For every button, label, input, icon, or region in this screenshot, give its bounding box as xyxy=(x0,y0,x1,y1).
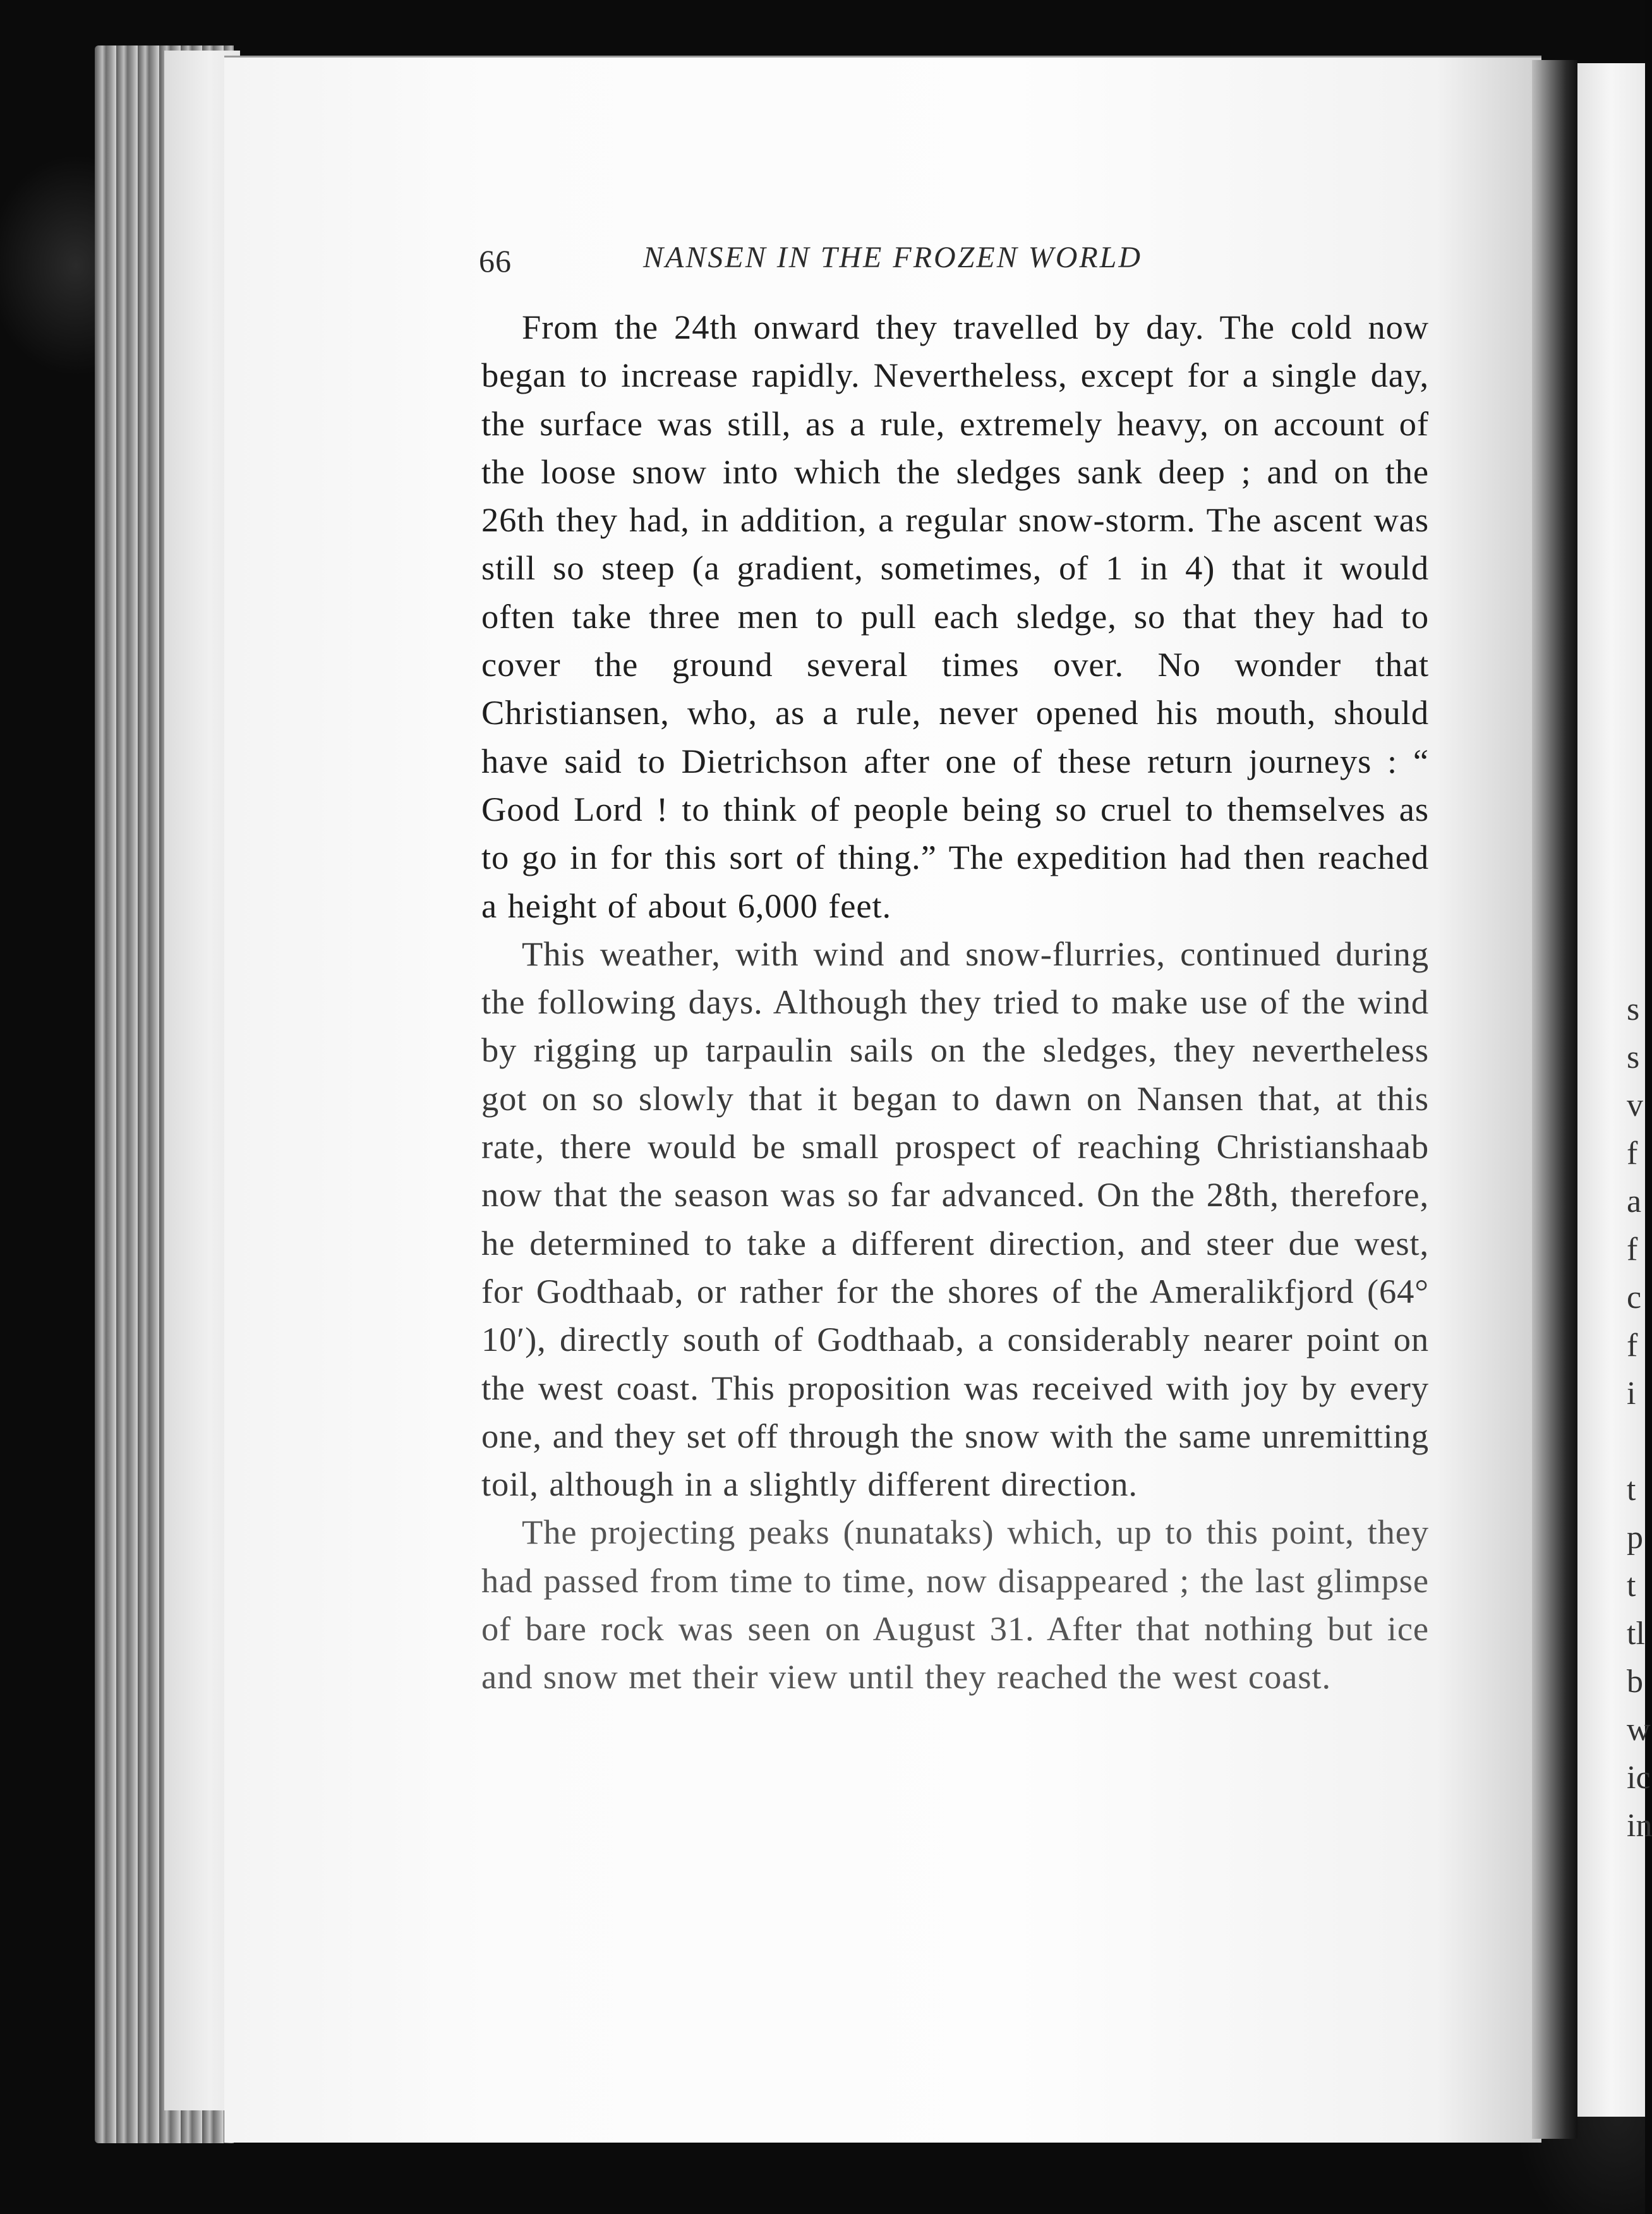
binding-gutter xyxy=(1532,60,1577,2139)
facing-letter: f xyxy=(1627,1135,1638,1171)
running-head xyxy=(479,235,1275,279)
facing-letter: w xyxy=(1627,1712,1651,1748)
facing-letter: f xyxy=(1627,1231,1638,1267)
page-number: 66 xyxy=(479,243,512,279)
facing-letter: ic xyxy=(1627,1760,1651,1796)
facing-letter: t xyxy=(1627,1568,1636,1604)
facing-letter xyxy=(1627,1418,1645,1466)
facing-page-text-fragment xyxy=(1627,986,1652,1902)
paragraph: This weather, with wind and snow-flurries, continued during the following days. Although they tried to make use of the wind by rigging up tarpaulin sails on the sledges, they nevertheless got on so slowly that it began to dawn on Nansen that, at this rate, there would be small prospect of reaching Christianshaab now that the season was so far advanced. On the 28th, therefore, he determined to take a different direction, and steer due west, for Godthaab, or rather for the shores of the Ameralikfjord (64° 10′), directly south of Godthaab, a considerably nearer point on the west coast. This proposition was received with joy by every one, and they set off through the snow with the same unremitting toil, although in a slightly different direction. xyxy=(481,934,1429,1504)
facing-letter: a xyxy=(1627,1183,1642,1219)
paragraph: The projecting peaks (nunataks) which, up to this point, they had passed from time to time, now disappeared ; the last glimpse of bare rock was seen on August 31. After that nothing but ice and snow met their view until they reached the west coast. xyxy=(481,1513,1429,1697)
body-text xyxy=(481,303,1429,1702)
running-head-title: NANSEN IN THE FROZEN WORLD xyxy=(643,241,1143,274)
facing-letter: i xyxy=(1627,1376,1636,1412)
facing-letter: v xyxy=(1627,1087,1643,1123)
facing-letter: c xyxy=(1627,1279,1642,1316)
facing-letter: b xyxy=(1627,1664,1643,1700)
facing-letter: f xyxy=(1627,1328,1638,1364)
paragraph: From the 24th onward they travelled by day. The cold now began to increase rapidly. Nevertheless, except for a single day, the surface was still, as a rule, extremely heavy, on account of the loose snow into which the sledges sank deep ; and on the 26th they had, in addition, a regular snow-storm. The ascent was still so steep (a gradient, sometimes, of 1 in 4) that it would often take three men to pull each sledge, so that they had to cover the ground several times over. No wonder that Christiansen, who, as a rule, never opened his mouth, should have said to Dietrichson after one of these return journeys : “ Good Lord ! to think of people being so cruel to themselves as to go in for this sort of thing.” The expedition had then reached a height of about 6,000 feet. xyxy=(481,308,1429,925)
facing-letter: tl xyxy=(1627,1616,1645,1652)
facing-letter: t xyxy=(1627,1472,1636,1508)
facing-letter: s xyxy=(1627,1039,1640,1075)
facing-letter: p xyxy=(1627,1520,1643,1556)
facing-letter: in xyxy=(1627,1808,1652,1844)
facing-letter: s xyxy=(1627,991,1640,1027)
